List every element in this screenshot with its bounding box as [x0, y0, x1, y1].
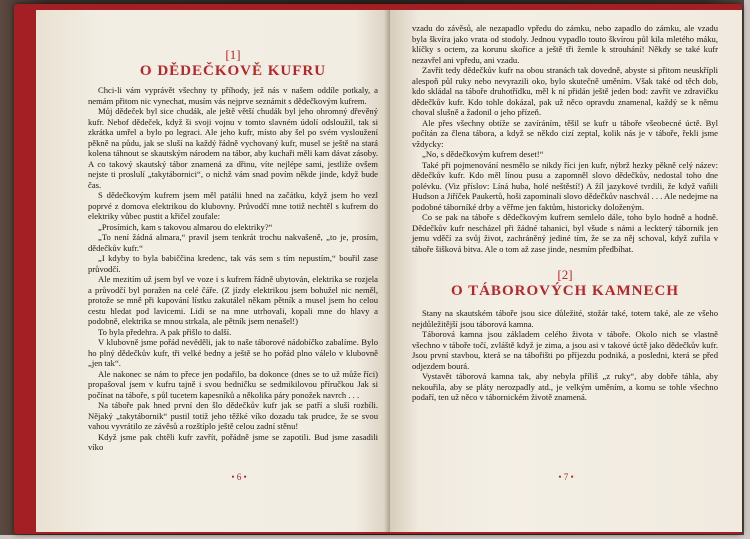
paragraph: To byla předehra. A pak přišlo to další. — [98, 326, 232, 337]
paragraph: vzadu do závěsů, ale nezapadlo vpředu do zámku, nebo zapadlo do zámku, ale vzadu byla škvíra jako vrata od stodoly. Jednou vypadlo touto škvírou půl kila mletého máku, klíčky s octem, za korunu skořice a ještě tři žemle k strouhání! Někdy se také kufr nezavřel ani vpředu, ani vzadu. — [412, 23, 718, 65]
paragraph: Také při pojmenování nesmělo se nikdy říci jen kufr, nýbrž hezky pěkně celý název: dědečkův kufr. Kdo měl línou pusu a zapomněl slovo dědečkův, nedostal toho dne polévku. (Viz příslov: Líná huba, holé neštěstí!) A žíl jazykové tvrdili, že když vaňili Hudson a Jiříček Paukertů, hoši zapominali slovo dědečkův naschvál . . . Ale nedejme na podobné táborníké drby a věřme jen faktům, historicky doloženým. — [412, 159, 718, 212]
left-page-text — [88, 85, 378, 453]
chapter-number: [1] — [225, 47, 241, 62]
paragraph: Stany na skautském táboře jsou sice důležité, stožár také, totem také, ale ze všeho nejdůležitější jsou táborová kamna. — [412, 308, 718, 329]
right-page-text-bottom — [412, 308, 718, 403]
chapter-title: O TÁBOROVÝCH KAMNECH — [450, 283, 680, 299]
paragraph: „I kdyby to byla babiččina kredenc, tak vás sem s tím nepustím,“ bouřil zase průvodčí. — [88, 253, 378, 274]
paragraph: Ale mezitím už jsem byl ve voze i s kufrem řádně ubytován, elektrika se rozjela a průvodčí byl poražen na celé čáře. (Z jízdy elektrikou jsem bohužel nic neměl, protože se mně při kupování lístku zakutálel někam pětník a musel jsem ho celou cestu hledat pod lavicemi. Lidi se na mne utrhovali, kopali mne do hlavy a podobně, elektrika se mnou strkala, ale pětník jsem nenašel!) — [88, 274, 378, 326]
scan-border-bottom — [0, 535, 750, 539]
paragraph: „Prosímich, kam s takovou almarou do elektriky?“ — [98, 221, 273, 232]
paragraph: Co se pak na táboře s dědečkovým kufrem semlelo dále, toho bylo hodně a hodně. Dědečkův kufr nescházel při žádné tahanici, byl všude s námi a leckterý tábornik jen jemu vděčí za svůj život, zachráněný jediné tím, že se za něj schoval, když zuřila v táboře šišková bitva. Ale o tom až zase jinde, nesmím předbíhat. — [412, 212, 718, 254]
paragraph: Vystavět táborová kamna tak, aby nebyla příliš „z ruky“, aby dobře táhla, aby nekouřila, aby se pláty nerozpadly atd., je velkým uměním, a komu se tohle všechno podaří, ten už něco v tábornickém životě znamená. — [412, 371, 718, 402]
chapter-title: O DĚDEČKOVĚ KUFRU — [139, 63, 327, 79]
paragraph: S dědečkovým kufrem jsem měl patálii hned na začátku, když jsem ho vezl poprvé z domova elektrikou do klubovny. Průvodčí mne totiž nechtěl s kufrem do elektriky vůbec pustit a křičel zoufale: — [88, 190, 378, 221]
chapter-number: [2] — [557, 267, 573, 282]
paragraph: „To není žádná almara,“ pravil jsem tenkrát trochu nakvašeně, „to je, prosím, dědečkův kufr.“ — [88, 232, 378, 253]
paragraph: „No, s dědečkovým kufrem deset!“ — [422, 149, 544, 159]
paragraph: Ale přes všechny obtíže se zavíráním, těšil se kufr u táboře všeobecné úctě. Byl počítán za člena tábora, a když se někdo cizí zeptal, kolik nás je v táboře, řekli jsme vždycky: — [412, 117, 718, 149]
page-number: • 7 • — [558, 472, 574, 482]
scan-border-right — [744, 0, 750, 539]
open-book — [14, 4, 742, 534]
paragraph: Zavřít tedy dědečkův kufr na obou stranách tak dovedně, abyste si přitom neuskřípli alespoň půl ruky nebo nevyrazili oko, bylo skutečně uměním. Však také od těch dob, kdo skládal na táboře druhotřídku, měl k ní přidán ještě jeden bod: zavřít ve zdravičku dědečkův kufr. Kdo tohle dokázal, pak už něco opravdu znamenal, každý se k němu choval slušně a žadonil o jeho přízeň. — [412, 65, 718, 117]
right-page-text-top — [412, 23, 718, 254]
page-number: • 6 • — [231, 472, 247, 482]
paragraph: V klubovně jsme pořád nevěděli, jak to naše táborové nádobíčko zabalíme. Bylo ho plný dědečkův kufr, tři velké bedny a ještě se ho pořád plno válelo v klubovně „jen tak“. — [88, 337, 378, 368]
paragraph: Ale nakonec se nám to přece jen podařilo, ba dokonce (dnes se to už může říci) propašoval jsem v kufru tajně i svou bedničku se sedmikilovou příručkou Jak si počínat na táboře, s půl tucetem kapesníků a několika páry ponožek navrch . . . — [88, 368, 378, 400]
paragraph: Na táboře pak hned první den šlo dědečkův kufr jak se patří a sluší rozbíli. Nějaký „takytábornik“ pustil totiž jeho těžké víko dozadu tak prudce, že se svou vahou vyvrátilo ze závěsů a rozštíplo ještě celou zadní stěnu! — [88, 400, 378, 431]
left-page — [36, 10, 390, 532]
paragraph: Táborová kamna jsou základem celého života v táboře. Okolo nich se vlastně všechno v táboře točí, zvláště když je zima, a jsou asi v takové úctě jako dědečkův kufr. Jsou první stavbou, která se na tábořišti po příjezdu podniká, a posledni, která se před odjezdem bourá. — [412, 329, 718, 371]
right-page — [390, 10, 742, 532]
chapter-2-heading — [412, 268, 718, 300]
paragraph: Můj dědeček byl sice chudák, ale ještě větší chudák byl jeho ohromný dřevěný kufr. Nebof dědeček, když ši svoji vojnu v tomto slavném údolí odsloužil, tak si zkrátka umřel a bylo po legraci. Ale jeho kufr, místo aby šel po svém vysloužení pěkně na půdu, jak se sluší na každý řádně vychovaný kufr, musel se ještě na stará kolena táhnout se skautským národem na tábor, aby kuchaři měli kam dávat zásoby. A co takový skautský tábor znamená za dřinu, víte nejlépe sami, jestliže ovšem nejste ti proslulí „takytábornici“, o nichž vám snad povím někde jinde, když bude čas. — [88, 106, 378, 190]
paragraph: Chci-li vám vyprávět všechny ty příhody, jež nás v našem oddíle potkaly, a nemám přitom nic vynechat, musím vás nejprve seznámit s dědečkovým kufrem. — [88, 85, 378, 106]
paragraph: Když jsme pak chtěli kufr zavřít, pořádně jsme se zapotili. Bud jsme zasadili víko — [88, 431, 378, 452]
